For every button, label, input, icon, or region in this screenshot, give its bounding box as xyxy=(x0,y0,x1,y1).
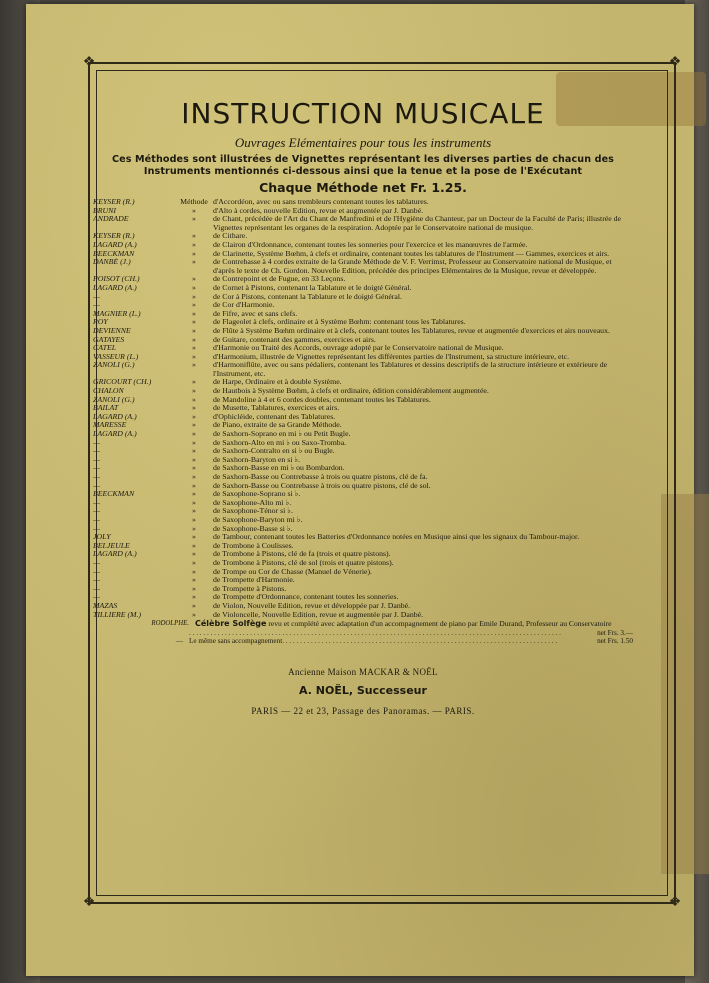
entry-marker: » xyxy=(192,600,196,610)
solfege-entry xyxy=(93,620,633,629)
entry-marker: » xyxy=(192,489,196,499)
entry-description: de Flageolet à clefs, ordinaire et à Système Bœhm: contenant tous les Tablatures. xyxy=(213,317,466,327)
entry-marker: » xyxy=(192,437,196,447)
entry-description: de Saxophone-Soprano si ♭. xyxy=(213,489,301,499)
list-item xyxy=(93,293,633,302)
list-item xyxy=(93,482,633,491)
entry-marker: » xyxy=(192,317,196,327)
entry-author: — xyxy=(93,473,100,481)
entry-description: de Fifre, avec et sans clefs. xyxy=(213,308,298,318)
entry-author: LAGARD (A.) xyxy=(93,283,137,292)
solfege-details: revu et complété avec adaptation d'un accompagnement de piano par Emile Durand, Professeur au Conservatoire xyxy=(268,619,612,629)
list-item xyxy=(93,413,633,422)
entry-marker: » xyxy=(192,420,196,430)
entry-marker: » xyxy=(192,472,196,481)
entry-author: MARESSE xyxy=(93,421,127,430)
entry-description: de Trompette d'Harmonie. xyxy=(213,575,295,585)
entry-author: TILLIERE (M.) xyxy=(93,610,142,619)
entry-description: de Saxhorn-Baryton en si ♭. xyxy=(213,454,301,464)
entry-description: d'Harmoniflûte, avec ou sans pédaliers, contenant les Tablatures et dessins descriptifs de la structure intérieure et extérieure de l'Instrument, etc. xyxy=(213,360,608,378)
entry-author: — xyxy=(93,464,100,473)
entry-description: de Trombone à Coulisses. xyxy=(213,540,294,550)
list-item xyxy=(93,516,633,525)
entry-author: — xyxy=(93,576,100,585)
entry-description: de Saxophone-Baryton mi ♭. xyxy=(213,514,303,524)
entry-description: de Clarinette, Système Bœhm, à clefs et ordinaire, contenant toutes les tablatures de l'Instrument — Gammes, exercices et airs. xyxy=(213,248,610,258)
entry-description: d'Harmonie ou Traité des Accords, ouvrage adopté par le Conservatoire national de Musique. xyxy=(213,343,504,353)
entry-author: ANDRADE xyxy=(93,215,129,224)
entry-description: de Saxhorn-Soprano en mi ♭ ou Petit Bugle. xyxy=(213,429,351,439)
entry-marker: » xyxy=(192,514,196,524)
entry-marker: » xyxy=(192,239,196,249)
entry-description: d'Accordéon, avec ou sans trembleurs contenant toutes les tablatures. xyxy=(213,197,429,206)
entry-marker: » xyxy=(192,257,196,267)
entry-description: de Tambour, contenant toutes les Batteries d'Ordonnance notées en Musique ainsi que les signaux du Tambour-major. xyxy=(213,532,580,542)
entry-description: de Trompette à Pistons. xyxy=(213,583,287,593)
entry-description: de Saxophone-Ténor si ♭. xyxy=(213,506,293,516)
entry-description: de Piano, extraite de sa Grande Méthode. xyxy=(213,420,342,430)
entry-description: de Violon, Nouvelle Edition, revue et développée par J. Danbé. xyxy=(213,600,411,610)
entry-author: ROY xyxy=(93,318,108,327)
entry-author: — xyxy=(93,524,100,533)
solfege-alt-price: net Frs. 1.50 xyxy=(597,637,633,646)
entry-description: de Trompette d'Ordonnance, contenant toutes les sonneries. xyxy=(213,592,399,602)
entry-author: — xyxy=(93,567,100,576)
list-item xyxy=(93,507,633,516)
entry-description: de Cor à Pistons, contenant la Tablature et le doigté Général. xyxy=(213,291,402,301)
solfege-alt-row: — Le même sans accompagnement . . . . . . . . . . . . . . . . . . . . . . . . . . . . . . . . . . . . . . . . . . . . . . . . . . . . . . . . . . . . . . . . . . . . . . . . . . . . . net Frs. 1.50 xyxy=(93,637,633,645)
solfege-alt-text: Le même sans accompagnement xyxy=(189,637,283,646)
list-item xyxy=(93,430,633,439)
entry-author: BAILAT xyxy=(93,404,119,413)
entry-marker: » xyxy=(192,411,196,421)
list-item xyxy=(93,404,633,413)
entry-author: ZANOLI (G.) xyxy=(93,395,135,404)
corner-ornament-icon: ❖ xyxy=(82,55,96,70)
solfege-description xyxy=(195,620,633,629)
entry-author: LAGARD (A.) xyxy=(93,240,137,249)
list-item xyxy=(93,611,633,620)
entry-marker: » xyxy=(192,386,196,396)
entry-marker: » xyxy=(192,480,196,490)
entry-description: de Contrepoint et de Fugue, en 33 Leçons. xyxy=(213,274,346,284)
list-item xyxy=(93,301,633,310)
entry-description: de Musette, Tablatures, exercices et airs. xyxy=(213,403,340,413)
entry-description: de Cornet à Pistons, contenant la Tablature et le doigté Général. xyxy=(213,282,412,292)
entry-description: de Harpe, Ordinaire et à double Système. xyxy=(213,377,342,387)
list-item xyxy=(93,568,633,577)
publisher-footer xyxy=(93,666,633,716)
entry-description: de Violoncelle, Nouvelle Edition, revue et augmentée par J. Danbé. xyxy=(213,609,424,619)
entry-author: JOLY xyxy=(93,533,111,542)
entry-marker: » xyxy=(192,429,196,439)
entry-author: — xyxy=(93,438,100,447)
entry-author: LAGARD (A.) xyxy=(93,412,137,421)
entry-marker: » xyxy=(192,351,196,361)
entry-description: de Clairon d'Ordonnance, contenant toutes les sonneries pour l'exercice et les manœuvres de l'armée. xyxy=(213,239,528,249)
entry-description: de Trompe ou Cor de Chasse (Manuel de Vénerie). xyxy=(213,566,373,576)
entry-author: — xyxy=(93,515,100,524)
list-item xyxy=(93,490,633,499)
list-item xyxy=(93,361,633,378)
entry-description: de Cor d'Harmonie. xyxy=(213,300,275,310)
entry-description: de Saxhorn-Basse en mi ♭ ou Bombardon. xyxy=(213,463,345,473)
entry-author: MAZAS xyxy=(93,601,118,610)
entry-marker: » xyxy=(192,291,196,301)
entry-marker: » xyxy=(192,575,196,585)
entry-marker: » xyxy=(192,532,196,542)
entry-author: BEECKMAN xyxy=(93,490,135,499)
entry-author: — xyxy=(93,558,100,567)
entry-author: ZANOLI (G.) xyxy=(93,361,135,370)
entry-marker: » xyxy=(192,403,196,413)
entry-description: d'Ophicléide, contenant des Tablatures. xyxy=(213,411,336,421)
entry-marker: » xyxy=(192,463,196,473)
entry-author: — xyxy=(93,292,100,301)
list-item xyxy=(93,215,633,232)
entry-author: BEECKMAN xyxy=(93,249,135,258)
entry-author: POISOT (CH.) xyxy=(93,275,140,284)
solfege-price-row: . . . . . . . . . . . . . . . . . . . . . . . . . . . . . . . . . . . . . . . . . . . . . . . . . . . . . . . . . . . . . . . . . . . . . . . . . . . . . . . . . . . . . . . . . . . . . . . . . . . . . . . . net Frs. 3.— xyxy=(189,628,633,637)
list-item xyxy=(93,576,633,585)
entry-description: de Saxophone-Alto mi ♭. xyxy=(213,497,292,507)
entry-description: de Hautbois à Système Bœhm, à clefs et ordinaire, édition considérablement augmentée. xyxy=(213,386,489,396)
entry-author: — xyxy=(93,584,100,593)
entry-author: — xyxy=(93,481,100,490)
entry-marker: » xyxy=(192,282,196,292)
entry-author: — xyxy=(93,593,100,602)
entry-author: — xyxy=(93,301,100,310)
entry-marker: » xyxy=(192,557,196,567)
entry-marker: » xyxy=(192,540,196,550)
entry-author: KEYSER (R.) xyxy=(93,198,135,206)
entry-marker: » xyxy=(192,248,196,258)
entry-author: LAGARD (A.) xyxy=(93,430,137,439)
entry-marker: » xyxy=(192,454,196,464)
list-item xyxy=(93,421,633,430)
entry-marker: » xyxy=(192,274,196,284)
entry-description: de Saxhorn-Basse ou Contrebasse à trois ou quatre pistons, clé de fa. xyxy=(213,472,428,481)
entry-description: d'Alto à cordes, nouvelle Edition, revue et augmentée par J. Danbé. xyxy=(213,205,424,215)
entry-author: DEVIENNE xyxy=(93,326,131,335)
entry-description: de Saxhorn-Basse ou Contrebasse à trois ou quatre pistons, clé de sol. xyxy=(213,480,431,490)
entry-author: — xyxy=(93,498,100,507)
corner-ornament-icon: ❖ xyxy=(668,895,682,910)
entry-description: de Chant, précédée de l'Art du Chant de Manfredini et de l'Hygiène du Chanteur, par un Docteur de la Faculté de Paris; illustrée de Vignettes représentant les organes de la respiration. Adoptée par le Conservatoire national de musique. xyxy=(213,214,622,232)
entry-author: MAGNIER (L.) xyxy=(93,309,141,318)
entry-description: de Trombone à Pistons, clé de fa (trois et quatre pistons). xyxy=(213,549,391,559)
entry-marker: » xyxy=(192,592,196,602)
entry-description: de Saxhorn-Contralto en si ♭ ou Bugle. xyxy=(213,446,335,456)
entry-author: GRICOURT (CH.) xyxy=(93,378,152,387)
entry-description: de Guitare, contenant des gammes, exercices et airs. xyxy=(213,334,376,344)
entry-author: — xyxy=(93,507,100,516)
entry-marker: » xyxy=(192,334,196,344)
subtitle: Ouvrages Elémentaires pour tous les instruments xyxy=(234,135,492,150)
entry-author: CHALON xyxy=(93,387,124,396)
publisher-address: PARIS — 22 et 23, Passage des Panoramas. — PARIS. xyxy=(251,705,475,716)
entry-author: VASSEUR (L.) xyxy=(93,352,139,361)
entry-description: de Saxophone-Basse si ♭. xyxy=(213,523,293,533)
price-line: Chaque Méthode net Fr. 1.25. xyxy=(259,180,467,195)
entry-marker: » xyxy=(192,325,196,335)
solfege-alt-author: — xyxy=(175,637,183,646)
entry-marker: » xyxy=(192,609,196,619)
publisher-name: A. NOËL, Successeur xyxy=(299,683,427,697)
list-item xyxy=(93,456,633,465)
solfege-author: RODOLPHE. xyxy=(151,620,189,628)
entry-marker: » xyxy=(192,506,196,516)
solfege-price: net Frs. 3.— xyxy=(597,628,633,637)
entry-marker: » xyxy=(192,205,196,215)
entry-author: CATEL xyxy=(93,344,117,353)
list-item xyxy=(93,533,633,542)
entry-marker: » xyxy=(192,377,196,387)
entry-marker: » xyxy=(192,360,196,370)
list-item xyxy=(93,396,633,405)
entry-author: DANBÉ (J.) xyxy=(93,258,131,267)
corner-ornament-icon: ❖ xyxy=(668,55,682,70)
entry-marker: » xyxy=(192,446,196,456)
entry-marker: » xyxy=(192,523,196,533)
list-item xyxy=(93,439,633,448)
method-list xyxy=(93,198,633,619)
entry-author: LAGARD (A.) xyxy=(93,550,137,559)
entry-marker: » xyxy=(192,231,196,241)
entry-marker: » xyxy=(192,343,196,353)
entry-description: de Flûte à Système Bœhm ordinaire et à clefs, contenant toutes les Tablatures, revue et augmentée d'exercices et airs nouveaux. xyxy=(213,325,610,335)
former-house: Ancienne Maison MACKAR & NOËL xyxy=(288,666,438,677)
document-content xyxy=(93,98,633,716)
entry-marker: » xyxy=(192,300,196,310)
entry-marker: » xyxy=(192,394,196,404)
entry-marker: » xyxy=(192,497,196,507)
entry-author: BELJEULE xyxy=(93,541,130,550)
entry-description: de Saxhorn-Alto en mi ♭ ou Saxo-Tromba. xyxy=(213,437,347,447)
entry-author: — xyxy=(93,455,100,464)
list-item xyxy=(93,258,633,275)
entry-description: de Cithare. xyxy=(213,231,248,241)
entry-author: BRUNI xyxy=(93,206,116,215)
entry-marker: Méthode xyxy=(180,197,208,206)
entry-author: GATAYES xyxy=(93,335,125,344)
corner-ornament-icon: ❖ xyxy=(82,895,96,910)
intro-text: Ces Méthodes sont illustrées de Vignettes représentant les diverses parties de chacun des Instruments mentionnés ci-dessous ainsi que la tenue et la pose de l'Exécutant xyxy=(112,154,614,177)
entry-author: KEYSER (R.) xyxy=(93,232,135,241)
entry-marker: » xyxy=(192,308,196,318)
list-item xyxy=(93,499,633,508)
entry-marker: » xyxy=(192,566,196,576)
entry-marker: » xyxy=(192,214,196,224)
entry-marker: » xyxy=(192,549,196,559)
page-title: INSTRUCTION MUSICALE xyxy=(181,97,545,130)
entry-description: d'Harmonium, illustrée de Vignettes représentant les différentes parties de l'Instrument, sa structure intérieure, etc. xyxy=(213,351,570,361)
entry-description: de Trombone à Pistons, clé de sol (trois et quatre pistons). xyxy=(213,557,394,567)
entry-author: — xyxy=(93,447,100,456)
list-item xyxy=(93,447,633,456)
entry-description: de Contrebasse à 4 cordes extraite de la Grande Méthode de V. F. Verrimst, Professeur au Conservatoire national de Musique, et d'après le texte de Ch. Gordon. Nouvelle Edition, précédée des principes Elémentaires de la Musique, revue et développée. xyxy=(213,257,612,275)
entry-marker: » xyxy=(192,583,196,593)
entry-description: de Mandoline à 4 et 6 cordes doubles, contenant toutes les Tablatures. xyxy=(213,394,431,404)
solfege-title: Célèbre Solfège xyxy=(195,619,267,629)
